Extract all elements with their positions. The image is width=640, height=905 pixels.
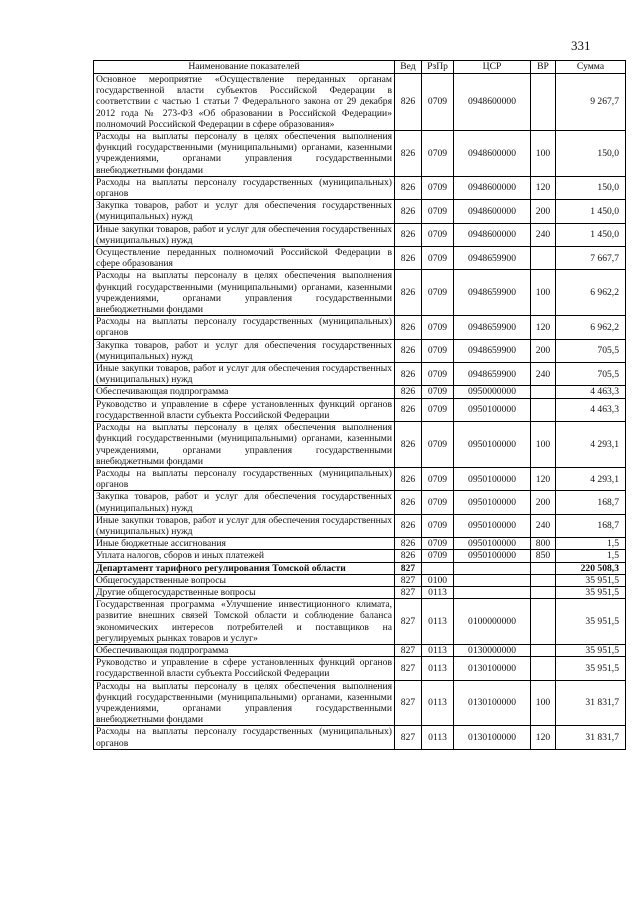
row-csr: 0948659900: [454, 316, 531, 339]
row-rzpr: 0709: [422, 247, 454, 270]
row-sum: 4 293,1: [556, 467, 626, 490]
row-csr: 0950100000: [454, 422, 531, 468]
table-row: [94, 514, 626, 537]
row-rzpr: 0709: [422, 550, 454, 562]
row-sum: 35 951,5: [556, 586, 626, 598]
row-rzpr: 0709: [422, 316, 454, 339]
row-rzpr: 0100: [422, 574, 454, 586]
row-name: Закупка товаров, работ и услуг для обеспечения государственных (муниципальных) нужд: [94, 339, 395, 362]
row-vr: [531, 386, 556, 398]
row-csr: 0948659900: [454, 339, 531, 362]
row-rzpr: 0709: [422, 514, 454, 537]
row-csr: [454, 586, 531, 598]
table-row: [94, 176, 626, 199]
row-ved: 827: [395, 680, 422, 726]
row-sum: 31 831,7: [556, 726, 626, 749]
row-vr: [531, 586, 556, 598]
row-vr: 100: [531, 422, 556, 468]
row-sum: 4 463,3: [556, 386, 626, 398]
row-vr: 800: [531, 538, 556, 550]
row-sum: 4 463,3: [556, 398, 626, 421]
table-header-row: [94, 61, 626, 74]
row-rzpr: 0709: [422, 131, 454, 177]
row-name: Уплата налогов, сборов и иных платежей: [94, 550, 395, 562]
row-vr: 200: [531, 491, 556, 514]
row-ved: 827: [395, 574, 422, 586]
table-row: [94, 550, 626, 562]
row-ved: 827: [395, 586, 422, 598]
row-ved: 826: [395, 200, 422, 223]
row-csr: 0950100000: [454, 491, 531, 514]
row-rzpr: 0709: [422, 200, 454, 223]
row-name: Расходы на выплаты персоналу государственных (муниципальных) органов: [94, 176, 395, 199]
row-vr: [531, 247, 556, 270]
table-row: [94, 680, 626, 726]
row-csr: [454, 574, 531, 586]
row-csr: 0948600000: [454, 223, 531, 246]
row-vr: 120: [531, 467, 556, 490]
row-vr: [531, 74, 556, 131]
row-ved: 826: [395, 316, 422, 339]
row-ved: 826: [395, 247, 422, 270]
table-row: [94, 726, 626, 749]
row-sum: 6 962,2: [556, 270, 626, 316]
table-row: [94, 363, 626, 386]
row-rzpr: 0113: [422, 644, 454, 656]
row-sum: 705,5: [556, 339, 626, 362]
row-csr: 0948600000: [454, 74, 531, 131]
table-row: [94, 270, 626, 316]
row-ved: 826: [395, 363, 422, 386]
row-name: Расходы на выплаты персоналу государственных (муниципальных) органов: [94, 467, 395, 490]
row-ved: 827: [395, 644, 422, 656]
row-ved: 827: [395, 562, 422, 574]
row-sum: 7 667,7: [556, 247, 626, 270]
table-body: [94, 74, 626, 750]
table-row: [94, 398, 626, 421]
row-csr: 0950000000: [454, 386, 531, 398]
row-vr: [531, 398, 556, 421]
row-rzpr: 0113: [422, 599, 454, 645]
row-sum: 35 951,5: [556, 599, 626, 645]
row-csr: 0130100000: [454, 680, 531, 726]
row-name: Осуществление переданных полномочий Российской Федерации в сфере образования: [94, 247, 395, 270]
row-name: Иные закупки товаров, работ и услуг для обеспечения государственных (муниципальных) нужд: [94, 223, 395, 246]
budget-table: [93, 60, 626, 750]
table-row: [94, 538, 626, 550]
row-ved: 826: [395, 514, 422, 537]
row-csr: 0130100000: [454, 726, 531, 749]
row-ved: 826: [395, 550, 422, 562]
row-csr: 0950100000: [454, 550, 531, 562]
row-ved: 827: [395, 657, 422, 680]
row-csr: [454, 562, 531, 574]
row-sum: 1,5: [556, 550, 626, 562]
row-rzpr: 0113: [422, 657, 454, 680]
row-name: Руководство и управление в сфере установленных функций органов государственной власти субъекта Российской Федерации: [94, 657, 395, 680]
row-csr: 0948600000: [454, 176, 531, 199]
row-vr: 850: [531, 550, 556, 562]
table-row: [94, 644, 626, 656]
row-ved: 826: [395, 270, 422, 316]
row-ved: 826: [395, 131, 422, 177]
row-name: Департамент тарифного регулирования Томской области: [94, 562, 395, 574]
row-sum: 1 450,0: [556, 223, 626, 246]
row-ved: 827: [395, 599, 422, 645]
row-rzpr: 0709: [422, 467, 454, 490]
row-name: Расходы на выплаты персоналу в целях обеспечения выполнения функций государственными (муниципальными) органами, казенными учреждениями, органами управления государственными внебюджетными фондами: [94, 270, 395, 316]
row-sum: 1,5: [556, 538, 626, 550]
row-vr: 200: [531, 200, 556, 223]
table-row: [94, 491, 626, 514]
row-rzpr: 0709: [422, 339, 454, 362]
row-name: Руководство и управление в сфере установленных функций органов государственной власти субъекта Российской Федерации: [94, 398, 395, 421]
row-rzpr: 0709: [422, 363, 454, 386]
table-row: [94, 131, 626, 177]
row-vr: 240: [531, 363, 556, 386]
row-rzpr: 0709: [422, 422, 454, 468]
row-csr: 0130100000: [454, 657, 531, 680]
page-number: 331: [571, 38, 591, 53]
row-sum: 35 951,5: [556, 657, 626, 680]
row-csr: 0948659900: [454, 270, 531, 316]
row-sum: 4 293,1: [556, 422, 626, 468]
row-name: Расходы на выплаты персоналу в целях обеспечения выполнения функций государственными (муниципальными) органами, казенными учреждениями, органами управления государственными внебюджетными фондами: [94, 131, 395, 177]
row-vr: [531, 574, 556, 586]
table-row: [94, 574, 626, 586]
row-name: Иные закупки товаров, работ и услуг для обеспечения государственных (муниципальных) нужд: [94, 363, 395, 386]
table-row: [94, 657, 626, 680]
row-ved: 826: [395, 223, 422, 246]
table-row: [94, 74, 626, 131]
table-row: [94, 223, 626, 246]
row-vr: 200: [531, 339, 556, 362]
row-ved: 826: [395, 491, 422, 514]
table-row: [94, 586, 626, 598]
header-sum: Сумма: [556, 61, 626, 74]
table-row: [94, 599, 626, 645]
row-rzpr: 0709: [422, 176, 454, 199]
row-rzpr: 0113: [422, 726, 454, 749]
row-ved: 826: [395, 467, 422, 490]
table-row: [94, 247, 626, 270]
row-name: Основное мероприятие «Осуществление переданных органам государственной власти субъектов Российской Федерации в соответствии с частью 1 статьи 7 Федерального закона от 29 декабря 2012 года № 273-ФЗ «Об образовании в Российской Федерации» полномочий Российской Федерации в сфере образования»: [94, 74, 395, 131]
row-csr: 0948659900: [454, 247, 531, 270]
header-rzpr: РзПр: [422, 61, 454, 74]
row-vr: 120: [531, 316, 556, 339]
row-vr: [531, 644, 556, 656]
row-csr: 0948600000: [454, 131, 531, 177]
row-name: Иные бюджетные ассигнования: [94, 538, 395, 550]
table-row: [94, 422, 626, 468]
row-sum: 150,0: [556, 176, 626, 199]
row-vr: 120: [531, 726, 556, 749]
row-sum: 6 962,2: [556, 316, 626, 339]
row-csr: 0100000000: [454, 599, 531, 645]
row-ved: 826: [395, 386, 422, 398]
row-sum: 9 267,7: [556, 74, 626, 131]
row-vr: 100: [531, 270, 556, 316]
row-name: Расходы на выплаты персоналу государственных (муниципальных) органов: [94, 726, 395, 749]
row-name: Государственная программа «Улучшение инвестиционного климата, развитие внешних связей Томской области и соблюдение баланса экономических интересов потребителей и поставщиков на регулируемых рынках товаров и услуг»: [94, 599, 395, 645]
row-name: Общегосударственные вопросы: [94, 574, 395, 586]
row-name: Обеспечивающая подпрограмма: [94, 386, 395, 398]
row-vr: 100: [531, 680, 556, 726]
row-rzpr: 0709: [422, 223, 454, 246]
row-ved: 826: [395, 74, 422, 131]
row-rzpr: 0709: [422, 74, 454, 131]
row-name: Обеспечивающая подпрограмма: [94, 644, 395, 656]
row-vr: 120: [531, 176, 556, 199]
row-rzpr: 0709: [422, 270, 454, 316]
row-csr: 0950100000: [454, 514, 531, 537]
row-rzpr: 0709: [422, 538, 454, 550]
row-ved: 826: [395, 398, 422, 421]
row-name: Другие общегосударственные вопросы: [94, 586, 395, 598]
table-row: [94, 562, 626, 574]
row-name: Расходы на выплаты персоналу в целях обеспечения выполнения функций государственными (муниципальными) органами, казенными учреждениями, органами управления государственными внебюджетными фондами: [94, 680, 395, 726]
row-sum: 220 508,3: [556, 562, 626, 574]
row-rzpr: 0113: [422, 586, 454, 598]
row-sum: 1 450,0: [556, 200, 626, 223]
row-rzpr: 0709: [422, 386, 454, 398]
row-csr: 0950100000: [454, 398, 531, 421]
row-rzpr: 0113: [422, 680, 454, 726]
row-sum: 168,7: [556, 514, 626, 537]
row-name: Расходы на выплаты персоналу государственных (муниципальных) органов: [94, 316, 395, 339]
row-csr: 0130000000: [454, 644, 531, 656]
row-ved: 826: [395, 176, 422, 199]
header-vr: ВР: [531, 61, 556, 74]
row-sum: 35 951,5: [556, 574, 626, 586]
row-csr: 0950100000: [454, 467, 531, 490]
row-sum: 705,5: [556, 363, 626, 386]
row-vr: 100: [531, 131, 556, 177]
row-sum: 31 831,7: [556, 680, 626, 726]
row-name: Расходы на выплаты персоналу в целях обеспечения выполнения функций государственными (муниципальными) органами, казенными учреждениями, органами управления государственными внебюджетными фондами: [94, 422, 395, 468]
row-csr: 0948659900: [454, 363, 531, 386]
row-name: Закупка товаров, работ и услуг для обеспечения государственных (муниципальных) нужд: [94, 200, 395, 223]
row-name: Иные закупки товаров, работ и услуг для обеспечения государственных (муниципальных) нужд: [94, 514, 395, 537]
row-vr: [531, 562, 556, 574]
row-rzpr: 0709: [422, 491, 454, 514]
row-rzpr: [422, 562, 454, 574]
header-csr: ЦСР: [454, 61, 531, 74]
row-vr: [531, 599, 556, 645]
table-row: [94, 200, 626, 223]
row-sum: 150,0: [556, 131, 626, 177]
row-ved: 827: [395, 726, 422, 749]
row-sum: 35 951,5: [556, 644, 626, 656]
row-ved: 826: [395, 339, 422, 362]
row-ved: 826: [395, 422, 422, 468]
table-row: [94, 339, 626, 362]
row-vr: [531, 657, 556, 680]
row-name: Закупка товаров, работ и услуг для обеспечения государственных (муниципальных) нужд: [94, 491, 395, 514]
row-rzpr: 0709: [422, 398, 454, 421]
row-sum: 168,7: [556, 491, 626, 514]
table-row: [94, 316, 626, 339]
row-vr: 240: [531, 223, 556, 246]
header-ved: Вед: [395, 61, 422, 74]
row-ved: 826: [395, 538, 422, 550]
row-vr: 240: [531, 514, 556, 537]
table-row: [94, 386, 626, 398]
table-row: [94, 467, 626, 490]
row-csr: 0948600000: [454, 200, 531, 223]
row-csr: 0950100000: [454, 538, 531, 550]
header-name: Наименование показателей: [94, 61, 395, 74]
